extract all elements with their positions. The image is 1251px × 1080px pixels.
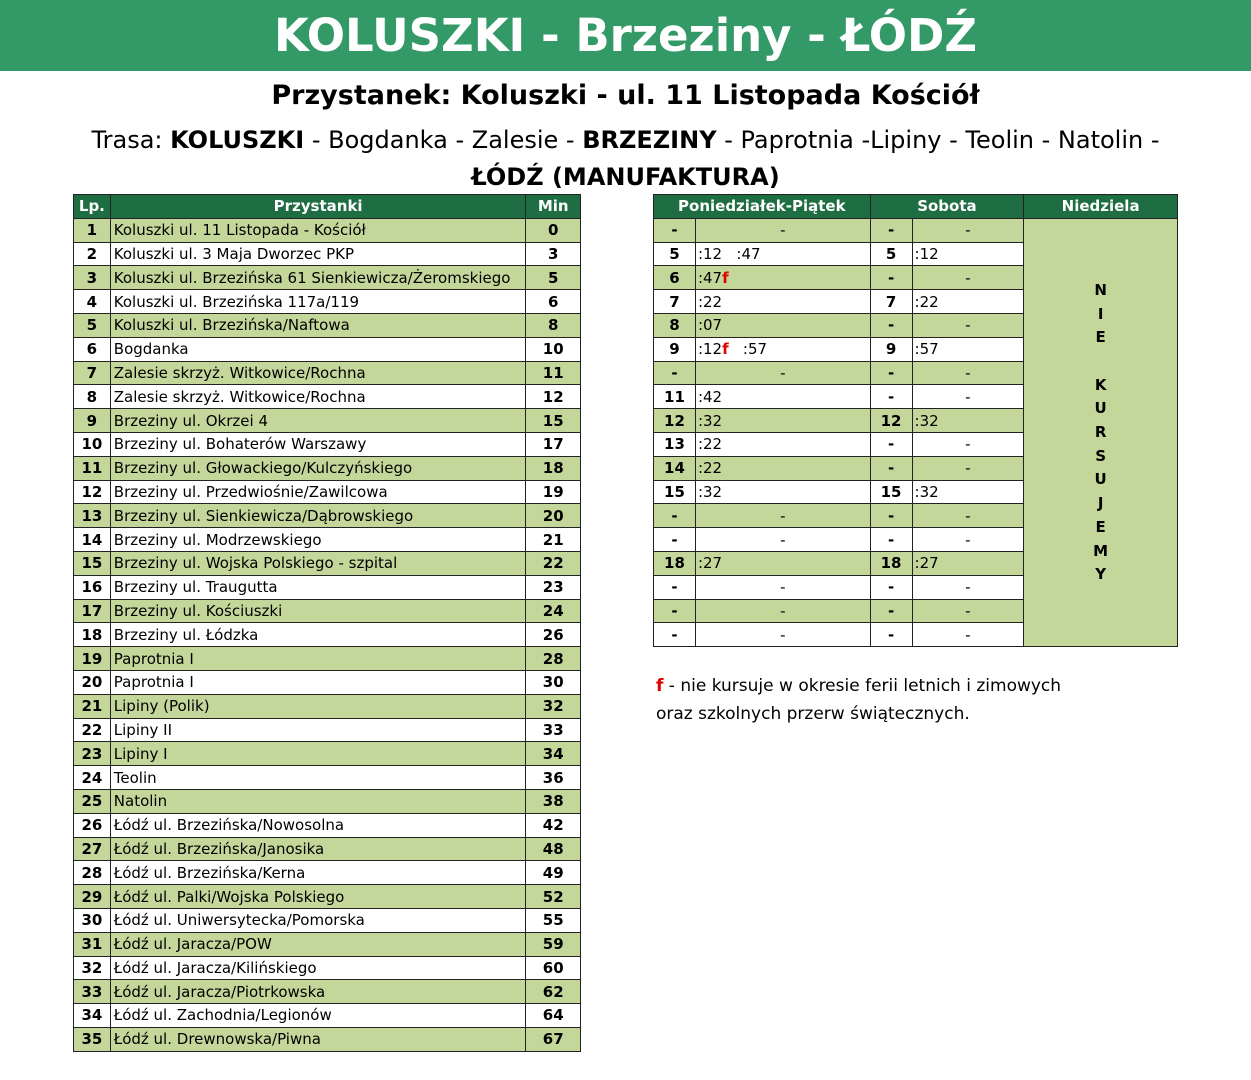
weekday-hour: -	[654, 623, 696, 647]
stop-row	[74, 647, 581, 671]
saturday-hour: 15	[870, 480, 912, 504]
stop-row	[74, 290, 581, 314]
stop-min: 21	[526, 528, 581, 552]
stop-lp: 5	[74, 313, 111, 337]
stop-min: 10	[526, 337, 581, 361]
saturday-minutes: -	[912, 599, 1024, 623]
weekday-minutes	[695, 337, 870, 361]
stop-lp: 3	[74, 266, 111, 290]
stop-lp: 23	[74, 742, 111, 766]
saturday-hour: 7	[870, 290, 912, 314]
saturday-minutes: :32	[912, 480, 1024, 504]
weekday-hour: 5	[654, 242, 696, 266]
weekday-hour: 11	[654, 385, 696, 409]
weekday-hour: -	[654, 218, 696, 242]
stop-min: 64	[526, 1004, 581, 1028]
header-lp: Lp.	[74, 195, 111, 219]
stop-row	[74, 837, 581, 861]
sunday-letter: R	[1094, 423, 1107, 442]
stop-row	[74, 1027, 581, 1051]
saturday-hour: -	[870, 266, 912, 290]
stop-row	[74, 694, 581, 718]
saturday-hour: -	[870, 528, 912, 552]
stop-name: Lipiny II	[110, 718, 526, 742]
departure-minute: :07	[697, 316, 723, 335]
weekday-minutes	[695, 218, 870, 242]
stop-min: 12	[526, 385, 581, 409]
departure-minute: :32	[697, 411, 723, 430]
weekday-minutes	[695, 409, 870, 433]
route-part: KOLUSZKI	[170, 126, 305, 154]
sunday-letter: U	[1094, 470, 1107, 489]
stop-row	[74, 266, 581, 290]
stop-lp: 2	[74, 242, 111, 266]
saturday-hour: -	[870, 313, 912, 337]
saturday-hour: -	[870, 456, 912, 480]
stop-lp: 35	[74, 1027, 111, 1051]
departure-minute: -	[780, 506, 786, 525]
stop-min: 6	[526, 290, 581, 314]
stop-min: 38	[526, 789, 581, 813]
stop-min: 23	[526, 575, 581, 599]
stop-name: Łódź ul. Drewnowska/Piwna	[110, 1027, 526, 1051]
stop-lp: 29	[74, 885, 111, 909]
stop-name: Brzeziny ul. Modrzewskiego	[110, 528, 526, 552]
stop-lp: 10	[74, 432, 111, 456]
stop-name: Lipiny I	[110, 742, 526, 766]
stop-lp: 28	[74, 861, 111, 885]
stop-lp: 24	[74, 766, 111, 790]
stop-name: Brzeziny ul. Traugutta	[110, 575, 526, 599]
stop-lp: 32	[74, 956, 111, 980]
header-stops: Przystanki	[110, 195, 526, 219]
stop-min: 49	[526, 861, 581, 885]
sunday-letter: M	[1093, 541, 1109, 560]
saturday-minutes: -	[912, 313, 1024, 337]
sunday-letter: E	[1095, 328, 1106, 347]
stop-lp: 4	[74, 290, 111, 314]
sunday-letter: I	[1097, 304, 1104, 323]
weekday-hour: 7	[654, 290, 696, 314]
stop-row	[74, 218, 581, 242]
saturday-hour: -	[870, 385, 912, 409]
stop-lp: 31	[74, 932, 111, 956]
saturday-minutes: :22	[912, 290, 1024, 314]
departure-minute: :32	[697, 482, 723, 501]
stop-lp: 7	[74, 361, 111, 385]
weekday-hour: -	[654, 575, 696, 599]
stop-min: 60	[526, 956, 581, 980]
footnote	[656, 672, 1216, 728]
saturday-minutes: -	[912, 504, 1024, 528]
stop-min: 62	[526, 980, 581, 1004]
stop-name: Paprotnia I	[110, 647, 526, 671]
stop-row	[74, 575, 581, 599]
weekday-minutes	[695, 504, 870, 528]
weekday-minutes	[695, 480, 870, 504]
stop-row	[74, 861, 581, 885]
stop-name: Łódź ul. Brzezińska/Kerna	[110, 861, 526, 885]
saturday-minutes: -	[912, 528, 1024, 552]
saturday-minutes: -	[912, 361, 1024, 385]
stop-row	[74, 932, 581, 956]
departure-minute: :57	[742, 340, 768, 359]
stop-min: 48	[526, 837, 581, 861]
stop-min: 67	[526, 1027, 581, 1051]
stop-row	[74, 623, 581, 647]
stop-lp: 21	[74, 694, 111, 718]
saturday-minutes: -	[912, 623, 1024, 647]
saturday-hour: 5	[870, 242, 912, 266]
stop-min: 18	[526, 456, 581, 480]
route-destination: ŁÓDŹ (MANUFAKTURA)	[471, 163, 780, 191]
stop-min: 5	[526, 266, 581, 290]
saturday-hour: -	[870, 623, 912, 647]
stop-row	[74, 361, 581, 385]
stop-row	[74, 456, 581, 480]
stop-row	[74, 528, 581, 552]
stop-min: 19	[526, 480, 581, 504]
route-part: - Paprotnia -Lipiny - Teolin - Natolin -	[716, 126, 1160, 154]
sunday-letter: E	[1095, 517, 1106, 536]
weekday-minutes	[695, 432, 870, 456]
weekday-hour: 12	[654, 409, 696, 433]
stop-lp: 12	[74, 480, 111, 504]
stop-lp: 25	[74, 789, 111, 813]
stop-name: Brzeziny ul. Łódzka	[110, 623, 526, 647]
stop-name: Brzeziny ul. Sienkiewicza/Dąbrowskiego	[110, 504, 526, 528]
saturday-minutes: -	[912, 432, 1024, 456]
saturday-hour: 18	[870, 551, 912, 575]
stop-lp: 16	[74, 575, 111, 599]
sunday-letter	[1098, 350, 1103, 374]
departure-minute: :27	[697, 554, 723, 573]
saturday-minutes: -	[912, 456, 1024, 480]
stop-row	[74, 670, 581, 694]
saturday-minutes: -	[912, 385, 1024, 409]
weekday-minutes	[695, 599, 870, 623]
stop-name: Brzeziny ul. Kościuszki	[110, 599, 526, 623]
route-part: BRZEZINY	[582, 126, 717, 154]
sunday-letter: Y	[1095, 565, 1107, 584]
stop-min: 3	[526, 242, 581, 266]
weekday-hour: 13	[654, 432, 696, 456]
saturday-minutes: :27	[912, 551, 1024, 575]
departure-minute: :42	[697, 387, 723, 406]
sunday-letter: S	[1095, 446, 1107, 465]
stop-name: Lipiny (Polik)	[110, 694, 526, 718]
stop-lp: 14	[74, 528, 111, 552]
saturday-hour: -	[870, 504, 912, 528]
footnote-line2: oraz szkolnych przerw świątecznych.	[656, 704, 970, 724]
stop-name: Łódź ul. Jaracza/POW	[110, 932, 526, 956]
stop-row	[74, 908, 581, 932]
header-min: Min	[526, 195, 581, 219]
departure-minute: :22	[697, 435, 723, 454]
weekday-minutes	[695, 385, 870, 409]
stop-row	[74, 551, 581, 575]
header-sunday: Niedziela	[1024, 195, 1178, 219]
stop-min: 11	[526, 361, 581, 385]
stop-row	[74, 718, 581, 742]
stop-row	[74, 432, 581, 456]
departure-minute: -	[780, 530, 786, 549]
stop-row	[74, 480, 581, 504]
weekday-minutes	[695, 361, 870, 385]
sunday-letter: N	[1094, 280, 1107, 299]
stop-min: 0	[526, 218, 581, 242]
stop-row	[74, 504, 581, 528]
departure-minute: :22	[697, 292, 723, 311]
weekday-minutes	[695, 242, 870, 266]
stop-row	[74, 599, 581, 623]
stop-min: 59	[526, 932, 581, 956]
weekday-hour: 18	[654, 551, 696, 575]
weekday-minutes	[695, 313, 870, 337]
footnote-marker: f	[656, 676, 664, 696]
weekday-hour: 15	[654, 480, 696, 504]
stop-name: Łódź ul. Brzezińska/Janosika	[110, 837, 526, 861]
weekday-hour: 8	[654, 313, 696, 337]
saturday-minutes: -	[912, 266, 1024, 290]
stop-name: Brzeziny ul. Głowackiego/Kulczyńskiego	[110, 456, 526, 480]
stop-name: Koluszki ul. 11 Listopada - Kościół	[110, 218, 526, 242]
saturday-minutes: :57	[912, 337, 1024, 361]
schedule-header-row	[654, 195, 1178, 219]
weekday-hour: -	[654, 528, 696, 552]
stop-name: Koluszki ul. 3 Maja Dworzec PKP	[110, 242, 526, 266]
stop-lp: 26	[74, 813, 111, 837]
saturday-hour: -	[870, 599, 912, 623]
footnote-flag: f	[722, 268, 729, 287]
stop-lp: 11	[74, 456, 111, 480]
stop-row	[74, 385, 581, 409]
stop-lp: 22	[74, 718, 111, 742]
weekday-hour: -	[654, 504, 696, 528]
weekday-minutes	[695, 551, 870, 575]
saturday-minutes: :32	[912, 409, 1024, 433]
route-description	[60, 122, 1191, 196]
stop-name: Koluszki ul. Brzezińska 61 Sienkiewicza/Żeromskiego	[110, 266, 526, 290]
stop-row	[74, 789, 581, 813]
stop-row	[74, 980, 581, 1004]
stop-name: Łódź ul. Brzezińska/Nowosolna	[110, 813, 526, 837]
sunday-letter: U	[1094, 399, 1107, 418]
stop-lp: 9	[74, 409, 111, 433]
departure-minute: :47	[697, 268, 723, 287]
stop-min: 55	[526, 908, 581, 932]
stop-min: 30	[526, 670, 581, 694]
route-banner: KOLUSZKI - Brzeziny - ŁÓDŹ	[0, 0, 1251, 71]
stop-row	[74, 1004, 581, 1028]
weekday-minutes	[695, 623, 870, 647]
stop-min: 32	[526, 694, 581, 718]
weekday-minutes	[695, 290, 870, 314]
saturday-hour: -	[870, 361, 912, 385]
stop-lp: 8	[74, 385, 111, 409]
stop-name: Koluszki ul. Brzezińska 117a/119	[110, 290, 526, 314]
stop-min: 34	[526, 742, 581, 766]
stops-header-row	[74, 195, 581, 219]
header-saturday: Sobota	[870, 195, 1024, 219]
departure-minute: :47	[736, 244, 761, 263]
stop-name: Paprotnia I	[110, 670, 526, 694]
stop-name: Brzeziny ul. Wojska Polskiego - szpital	[110, 551, 526, 575]
stop-min: 8	[526, 313, 581, 337]
stop-min: 24	[526, 599, 581, 623]
schedule-table	[653, 194, 1178, 647]
weekday-minutes	[695, 575, 870, 599]
stop-row	[74, 337, 581, 361]
weekday-hour: -	[654, 361, 696, 385]
stop-name: Łódź ul. Uniwersytecka/Pomorska	[110, 908, 526, 932]
stop-name: Łódź ul. Jaracza/Piotrkowska	[110, 980, 526, 1004]
stop-lp: 15	[74, 551, 111, 575]
stop-title: Przystanek: Koluszki - ul. 11 Listopada Kościół	[271, 80, 980, 111]
departure-minute: -	[780, 221, 786, 240]
stop-min: 15	[526, 409, 581, 433]
stop-name: Zalesie skrzyż. Witkowice/Rochna	[110, 361, 526, 385]
stop-row	[74, 242, 581, 266]
sunday-letter: J	[1097, 494, 1104, 513]
sunday-letter: K	[1094, 375, 1107, 394]
stop-lp: 34	[74, 1004, 111, 1028]
weekday-minutes	[695, 528, 870, 552]
stop-row	[74, 956, 581, 980]
stop-min: 17	[526, 432, 581, 456]
stop-row	[74, 742, 581, 766]
stop-lp: 17	[74, 599, 111, 623]
schedule-row	[654, 218, 1178, 242]
departure-minute: -	[780, 578, 786, 597]
saturday-minutes: :12	[912, 242, 1024, 266]
weekday-hour: 6	[654, 266, 696, 290]
stop-lp: 27	[74, 837, 111, 861]
stop-lp: 19	[74, 647, 111, 671]
departure-minute: :12	[697, 244, 723, 263]
stops-table	[73, 194, 581, 1052]
stop-name: Natolin	[110, 789, 526, 813]
weekday-hour: 14	[654, 456, 696, 480]
route-part: - Bogdanka - Zalesie -	[304, 126, 583, 154]
stop-min: 22	[526, 551, 581, 575]
stop-min: 36	[526, 766, 581, 790]
stop-row	[74, 813, 581, 837]
stop-lp: 30	[74, 908, 111, 932]
departure-minute: :12	[697, 340, 723, 359]
stop-name: Łódź ul. Zachodnia/Legionów	[110, 1004, 526, 1028]
weekday-hour: 9	[654, 337, 696, 361]
sunday-no-service	[1024, 218, 1178, 646]
stop-min: 20	[526, 504, 581, 528]
weekday-minutes	[695, 456, 870, 480]
stop-min: 52	[526, 885, 581, 909]
stop-lp: 20	[74, 670, 111, 694]
stop-name: Teolin	[110, 766, 526, 790]
stop-min: 33	[526, 718, 581, 742]
stop-min: 26	[526, 623, 581, 647]
stop-name: Brzeziny ul. Bohaterów Warszawy	[110, 432, 526, 456]
departure-minute: -	[780, 601, 786, 620]
stop-name: Łódź ul. Jaracza/Kilińskiego	[110, 956, 526, 980]
departure-minute: :22	[697, 459, 723, 478]
stop-lp: 33	[74, 980, 111, 1004]
stop-lp: 13	[74, 504, 111, 528]
stop-row	[74, 766, 581, 790]
weekday-hour: -	[654, 599, 696, 623]
stop-name: Brzeziny ul. Przedwiośnie/Zawilcowa	[110, 480, 526, 504]
departure-minute: -	[780, 363, 786, 382]
saturday-minutes: -	[912, 575, 1024, 599]
saturday-hour: 12	[870, 409, 912, 433]
stop-name: Koluszki ul. Brzezińska/Naftowa	[110, 313, 526, 337]
saturday-hour: -	[870, 575, 912, 599]
header-weekdays: Poniedziałek-Piątek	[654, 195, 871, 219]
saturday-hour: -	[870, 432, 912, 456]
stop-lp: 1	[74, 218, 111, 242]
departure-minute: -	[780, 625, 786, 644]
stop-min: 28	[526, 647, 581, 671]
stop-lp: 18	[74, 623, 111, 647]
stop-name: Bogdanka	[110, 337, 526, 361]
stop-min: 42	[526, 813, 581, 837]
route-label: Trasa:	[91, 126, 163, 154]
stop-name: Zalesie skrzyż. Witkowice/Rochna	[110, 385, 526, 409]
weekday-minutes	[695, 266, 870, 290]
saturday-hour: -	[870, 218, 912, 242]
stop-lp: 6	[74, 337, 111, 361]
stop-name: Łódź ul. Palki/Wojska Polskiego	[110, 885, 526, 909]
saturday-hour: 9	[870, 337, 912, 361]
saturday-minutes: -	[912, 218, 1024, 242]
footnote-flag: f	[722, 340, 729, 359]
stop-name: Brzeziny ul. Okrzei 4	[110, 409, 526, 433]
stop-row	[74, 313, 581, 337]
stop-row	[74, 885, 581, 909]
footnote-line1: - nie kursuje w okresie ferii letnich i zimowych	[663, 676, 1062, 696]
stop-row	[74, 409, 581, 433]
